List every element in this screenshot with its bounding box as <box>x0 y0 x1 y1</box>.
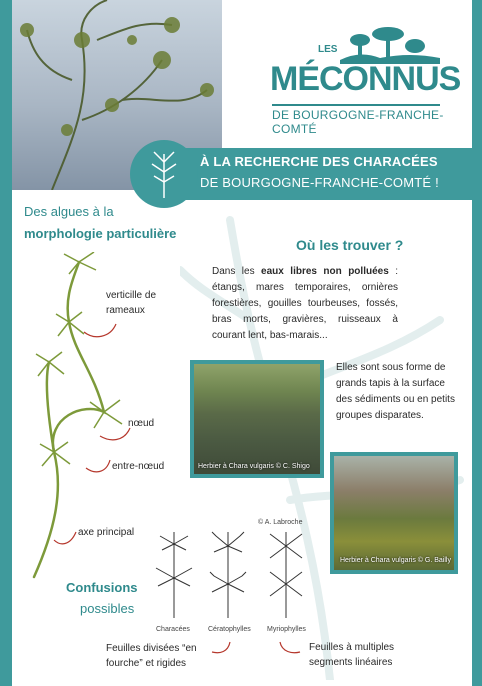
name-characees: Characées <box>156 626 190 633</box>
label-verticille: verticille de <box>106 290 157 301</box>
confusions-title-line2: possibles <box>80 601 135 616</box>
banner-title: À LA RECHERCHE DES CHARACÉES <box>200 154 438 169</box>
where-paragraph <box>212 264 398 344</box>
drawings-credit: © A. Labroche <box>258 519 303 526</box>
banner-subtitle: DE BOURGOGNE-FRANCHE-COMTÉ ! <box>200 175 439 190</box>
where-text-pre: Dans les <box>212 266 262 277</box>
morphology-title-line2: morphologie particulière <box>24 226 177 241</box>
label-entre-noeud: entre-nœud <box>112 461 165 472</box>
label-noeud: nœud <box>128 418 155 429</box>
photo-1-caption: Herbier à Chara vulgaris © C. Shigo <box>198 463 310 470</box>
note-myriophylles: Feuilles à multiples segments linéaires <box>309 642 395 668</box>
morphology-title-line1: Des algues à la <box>24 204 114 219</box>
label-axe-principal: axe principal <box>78 527 135 538</box>
confusions-title-line1: Confusions <box>66 580 138 595</box>
logo-divider <box>272 104 440 106</box>
logo-les: LES <box>318 44 338 55</box>
where-text-bold: eaux libres non polluées <box>261 266 389 277</box>
label-rameaux: rameaux <box>106 305 145 316</box>
logo-title: MÉCONNUS <box>270 60 461 98</box>
name-ceratophylles: Cératophylles <box>208 626 251 633</box>
mats-paragraph: Elles sont sous forme de grands tapis à la surface des sédiments ou en petits groupes disparates. <box>336 362 455 421</box>
where-title: Où les trouver ? <box>296 237 404 253</box>
note-ceratophylles: Feuilles divisées “en fourche” et rigides <box>106 643 197 669</box>
comparison-drawings <box>146 528 316 620</box>
habitat-photo-1 <box>190 360 324 478</box>
chara-sprig-icon <box>130 140 198 208</box>
habitat-photo-2 <box>330 452 458 574</box>
banner-circle <box>130 140 198 208</box>
where-text-post: : étangs, mares temporaires, ornières forestières, gouilles tourbeuses, fossés, bras morts, gravières, ruisseaux à courant lent, bas-marais... <box>212 266 399 341</box>
left-accent-stripe <box>0 0 12 686</box>
photo-2-caption: Herbier à Chara vulgaris © G. Bailly <box>340 557 451 564</box>
name-myriophylles: Myriophylles <box>267 626 306 633</box>
logo-subtitle: DE BOURGOGNE-FRANCHE-COMTÉ <box>272 108 444 136</box>
annotation-arrows <box>50 310 140 560</box>
